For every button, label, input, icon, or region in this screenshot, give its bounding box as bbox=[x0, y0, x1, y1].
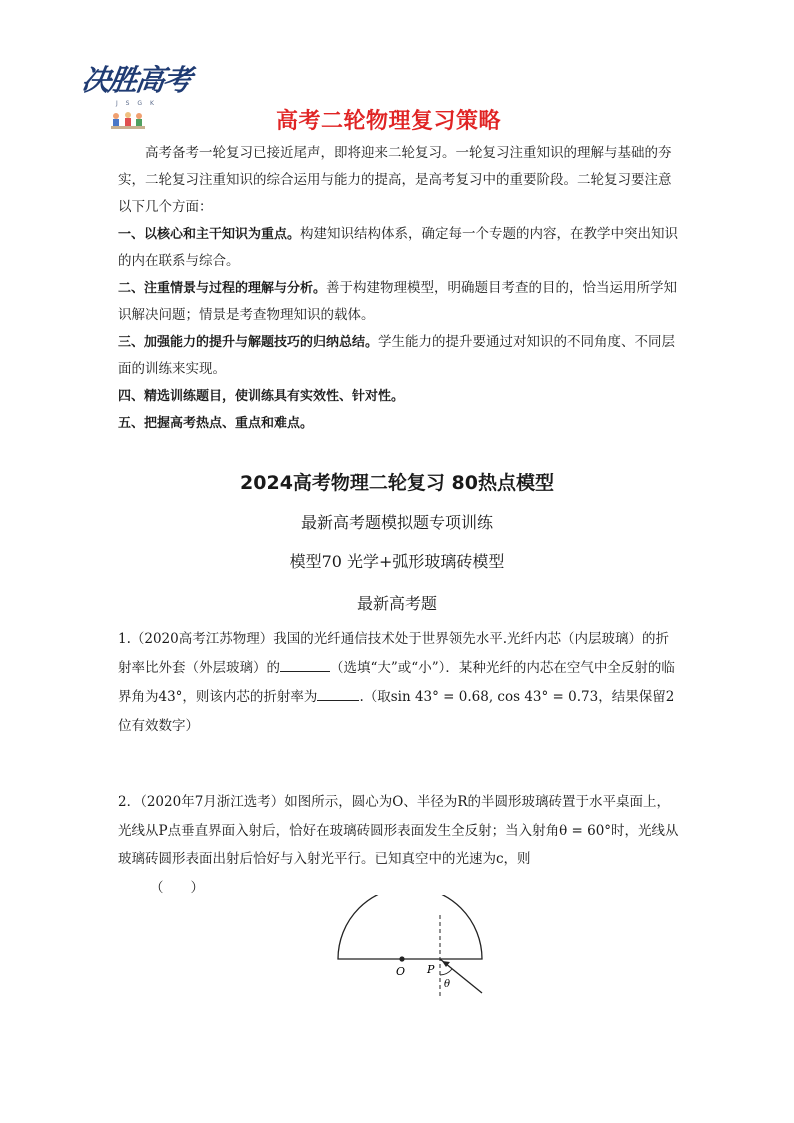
question-2 bbox=[118, 788, 680, 902]
sub-heading-3: 最新高考题 bbox=[356, 594, 437, 613]
point-4-bold: 四、精选训练题目，使训练具有实效性、针对性。 bbox=[118, 389, 405, 404]
point-2-bold: 二、注重情景与过程的理解与分析。 bbox=[118, 281, 327, 296]
strategy-title: 高考二轮物理复习策略 bbox=[276, 109, 502, 134]
point-1-bold: 一、以核心和主干知识为重点。 bbox=[118, 227, 301, 242]
logo-figures-icon bbox=[108, 108, 148, 132]
center-point-o bbox=[399, 956, 404, 961]
strategy-point-5 bbox=[118, 410, 678, 437]
logo-text: 决胜高考 bbox=[79, 63, 193, 97]
point-5-bold: 五、把握高考热点、重点和难点。 bbox=[118, 416, 314, 431]
point-3-rest: 学生能力的提升要通过对知识的不同角度、不同层面的训练来实现。 bbox=[118, 334, 676, 377]
q2-choice-bracket: （ ） bbox=[150, 879, 204, 896]
strategy-point-1 bbox=[118, 221, 678, 275]
sub-heading-2: 模型70 光学+弧形玻璃砖模型 bbox=[289, 552, 505, 571]
logo bbox=[80, 56, 192, 134]
point-3-bold: 三、加强能力的提升与解题技巧的归纳总结。 bbox=[118, 335, 379, 350]
sub-heading-1: 最新高考题模拟题专项训练 bbox=[300, 513, 493, 532]
label-theta: θ bbox=[444, 979, 451, 990]
semicircle-glass-diagram bbox=[320, 895, 500, 1005]
label-p: P bbox=[427, 963, 435, 976]
q1-text-3: .（取sin 43° = 0.68, cos 43° = 0.73，结果保留2位有效数字） bbox=[118, 689, 675, 734]
strategy-point-3 bbox=[118, 329, 678, 383]
strategy-point-4 bbox=[118, 383, 678, 410]
strategy-point-2 bbox=[118, 275, 678, 329]
q1-text-1: 1.（2020高考江苏物理）我国的光纤通信技术处于世界领先水平.光纤内芯（内层玻璃）的折射率比外套（外层玻璃）的 bbox=[118, 631, 670, 676]
q1-blank-1[interactable] bbox=[280, 657, 330, 672]
strategy-intro: 高考备考一轮复习已接近尾声，即将迎来二轮复习。一轮复习注重知识的理解与基础的夯实，二轮复习注重知识的综合运用与能力的提高，是高考复习中的重要阶段。二轮复习要注意以下几个方面： bbox=[118, 145, 672, 215]
point-1-rest: 构建知识结构体系，确定每一个专题的内容，在教学中突出知识的内在联系与综合。 bbox=[118, 226, 679, 269]
strategy-body bbox=[118, 140, 678, 437]
q2-number: 2． bbox=[118, 794, 141, 810]
theta-arc bbox=[440, 969, 452, 975]
logo-subtext: J S G K bbox=[116, 100, 157, 107]
question-1 bbox=[118, 625, 680, 741]
q2-source: （2020年7月浙江选考） bbox=[140, 794, 285, 810]
q2-text: 如图所示，圆心为O、半径为R的半圆形玻璃砖置于水平桌面上，光线从P点垂直界面入射后，恰好在玻璃砖圆形表面发生全反射；当入射角θ = 60°时，光线从玻璃砖圆形表面出射后恰好与入射光平行。已知真空中的光速为c，则 bbox=[118, 794, 679, 867]
q1-blank-2[interactable] bbox=[317, 686, 359, 701]
point-2-rest: 善于构建物理模型，明确题目考查的目的，恰当运用所学知识解决问题；情景是考查物理知识的载体。 bbox=[118, 280, 678, 323]
q1-text-2: （选填“大”或“小”）．某种光纤的内芯在空气中全反射的临界角为43°，则该内芯的折射率为 bbox=[118, 660, 675, 705]
semicircle-outline bbox=[338, 895, 482, 959]
main-heading: 2024高考物理二轮复习 80热点模型 bbox=[240, 472, 554, 494]
label-o: O bbox=[396, 965, 406, 978]
